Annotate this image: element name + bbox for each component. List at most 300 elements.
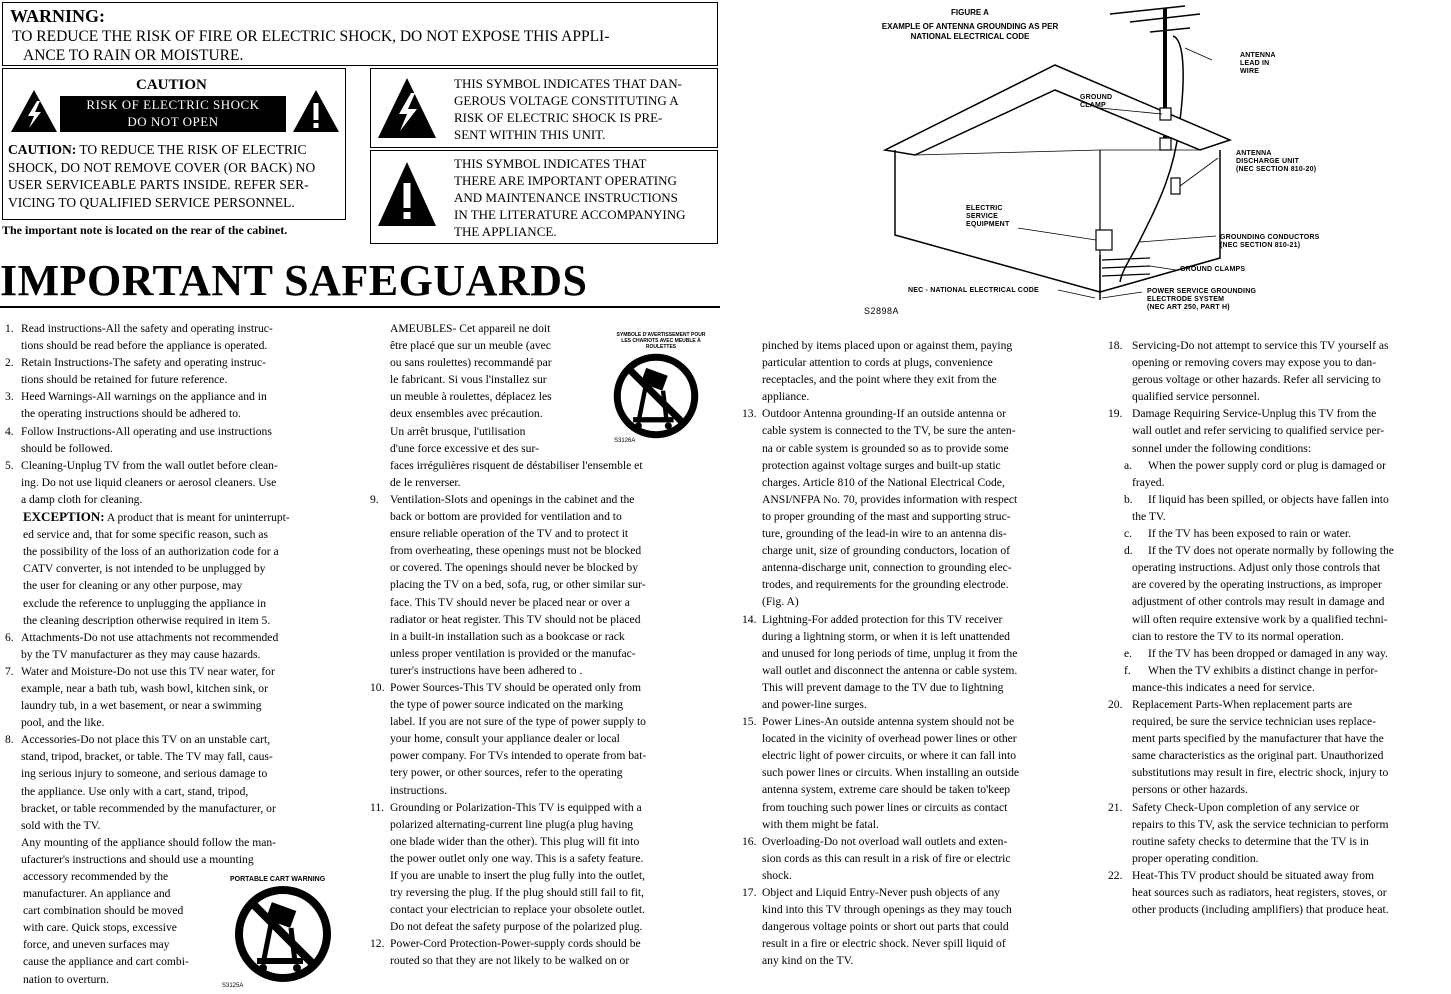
item-text: Follow Instructions-All operating and use instructions bbox=[21, 424, 272, 438]
text-line: cause the appliance and cart combi- bbox=[23, 955, 189, 969]
text-line bbox=[370, 679, 715, 696]
item-number: e. bbox=[1124, 646, 1133, 660]
label-line: ELECTRODE SYSTEM bbox=[1147, 296, 1225, 303]
col1-list bbox=[5, 320, 345, 508]
item-text: example, near a bath tub, wash bowl, kitchen sink, or bbox=[21, 681, 268, 695]
item-text: power company. For TVs intended to operate from bat- bbox=[390, 749, 647, 763]
item-text: should be followed. bbox=[21, 441, 113, 455]
text-line bbox=[742, 833, 1087, 850]
item-text: Ventilation-Slots and openings in the cabinet and the bbox=[390, 492, 635, 506]
item-text: electric light of power circuits, or where it can fall into bbox=[762, 749, 1016, 763]
item-text: your home, consult your appliance dealer or local bbox=[390, 732, 620, 746]
text-line bbox=[5, 440, 345, 457]
text-line bbox=[742, 713, 1087, 730]
text-line: faces irrégulières risquent de déstabiliser l'ensemble et bbox=[390, 458, 643, 472]
item-text: such power lines or circuits. When installing an outside bbox=[762, 766, 1020, 780]
text-line bbox=[742, 679, 1087, 696]
text-line bbox=[1108, 850, 1451, 867]
item-number: 3. bbox=[5, 390, 14, 404]
text-line bbox=[5, 388, 345, 405]
item-text: frayed. bbox=[1132, 475, 1165, 489]
text-line bbox=[742, 525, 1087, 542]
text-line bbox=[370, 730, 715, 747]
item-number: 22. bbox=[1108, 868, 1123, 882]
text-line bbox=[370, 884, 715, 901]
warning-line-1: TO REDUCE THE RISK OF FIRE OR ELECTRIC SHOCK, DO NOT EXPOSE THIS APPLI- bbox=[12, 28, 610, 45]
warning-heading: WARNING: bbox=[10, 6, 106, 26]
item-text: qualified service personnel. bbox=[1132, 390, 1260, 404]
text-line bbox=[5, 663, 345, 680]
label-line: SERVICE bbox=[966, 213, 999, 220]
item-text: proper operating condition. bbox=[1132, 851, 1259, 865]
text-line bbox=[370, 833, 715, 850]
item-number: f. bbox=[1124, 663, 1131, 677]
col2b-list bbox=[370, 457, 715, 970]
text-line bbox=[742, 935, 1087, 952]
item-number: 18. bbox=[1108, 339, 1123, 352]
item-text: na or cable system is grounded so as to provide some bbox=[762, 441, 1009, 455]
text-line bbox=[370, 628, 715, 645]
label-line: ANTENNA bbox=[1236, 150, 1272, 157]
item-text: the appliance. Use only with a cart, stand, tripod, bbox=[21, 784, 249, 798]
item-text: tions should be retained for future reference. bbox=[21, 373, 228, 387]
text-line bbox=[370, 491, 715, 508]
text-line bbox=[742, 799, 1087, 816]
label-line: WIRE bbox=[1240, 68, 1260, 75]
item-number: 12. bbox=[370, 937, 385, 951]
item-text: ture, grounding of the lead-in wire to an antenna dis- bbox=[762, 527, 1007, 541]
text-line bbox=[5, 629, 345, 646]
item-number: 13. bbox=[742, 407, 757, 421]
item-text: pool, and the like. bbox=[21, 716, 105, 730]
column-4 bbox=[1108, 337, 1451, 918]
text-line bbox=[1108, 337, 1451, 354]
text-line bbox=[5, 337, 345, 354]
exclamation-symbol-box bbox=[370, 150, 718, 244]
item-text: (Fig. A) bbox=[762, 595, 799, 609]
text-line bbox=[1108, 747, 1451, 764]
text-line: with care. Quick stops, excessive bbox=[23, 921, 177, 935]
item-text: When the TV exhibits a distinct change in perfor- bbox=[1148, 663, 1378, 677]
text-line bbox=[1108, 628, 1451, 645]
exclamation-triangle-icon bbox=[292, 89, 340, 133]
text-line bbox=[1108, 645, 1451, 662]
exclamation-triangle-icon bbox=[377, 161, 437, 227]
text-line bbox=[5, 457, 345, 474]
warning-box bbox=[2, 2, 718, 66]
item-text: ing. Do not use liquid cleaners or aerosol cleaners. Use bbox=[21, 475, 277, 489]
item-number: 17. bbox=[742, 886, 757, 899]
item-text: persons or other hazards. bbox=[1132, 783, 1248, 797]
item-number: 8. bbox=[5, 733, 14, 747]
label-line: (NEC SECTION 810-21) bbox=[1220, 242, 1301, 249]
item-text: operating instructions. Adjust only those controls that bbox=[1132, 561, 1381, 575]
item-text: routine safety checks to determine that the TV is in bbox=[1132, 834, 1369, 848]
item-text: other products (including amplifiers) that produce heat. bbox=[1132, 903, 1389, 917]
item-text: If the TV has been dropped or damaged in any way. bbox=[1148, 646, 1388, 660]
exception-line: the cleaning description otherwise required in item 5. bbox=[23, 613, 271, 627]
item-text: sion cords as this can result in a risk of fire or electric bbox=[762, 851, 1011, 865]
text-line bbox=[370, 764, 715, 781]
text-line bbox=[742, 662, 1087, 679]
item-text: in a built-in installation such as a bookcase or rack bbox=[390, 629, 625, 643]
exception-line: the possibility of the loss of an authorization code for a bbox=[23, 545, 279, 559]
item-text: instructions. bbox=[390, 783, 448, 797]
item-text: Power-Cord Protection-Power-supply cords should be bbox=[390, 937, 641, 951]
col3-list bbox=[742, 337, 1087, 969]
label-antenna-lead bbox=[1240, 52, 1276, 76]
text-line bbox=[370, 901, 715, 918]
label-discharge-unit bbox=[1236, 150, 1316, 174]
text-line bbox=[5, 354, 345, 371]
text-line: deux ensembles avec précaution. bbox=[390, 407, 543, 421]
label-line: POWER SERVICE GROUNDING bbox=[1147, 288, 1257, 295]
text-line bbox=[1108, 508, 1451, 525]
item-text: label. If you are not sure of the type of power supply to bbox=[390, 715, 646, 729]
text-line: cart combination should be moved bbox=[23, 904, 184, 918]
item-text: same characteristics as the original part. Unauthorized bbox=[1132, 749, 1384, 763]
label-electric-service bbox=[966, 205, 1009, 229]
text-line bbox=[1108, 525, 1451, 542]
item-text: kind into this TV through openings as they may touch bbox=[762, 903, 1012, 917]
caution-line-2: SHOCK, DO NOT REMOVE COVER (OR BACK) NO bbox=[8, 159, 316, 175]
item-text: Do not defeat the safety purpose of the polarized plug. bbox=[390, 920, 643, 934]
bolt-line: GEROUS VOLTAGE CONSTITUTING A bbox=[454, 93, 679, 108]
item-text: Retain Instructions-The safety and operating instruc- bbox=[21, 356, 267, 370]
item-text: opening or removing covers may expose you to dan- bbox=[1132, 356, 1377, 370]
text-line bbox=[370, 594, 715, 611]
bolt-line: RISK OF ELECTRIC SHOCK IS PRE- bbox=[454, 110, 663, 125]
item-text: from overheating, these openings must not be blocked bbox=[390, 544, 642, 558]
item-text: pinched by items placed upon or against them, paying bbox=[762, 339, 1013, 352]
text-line bbox=[5, 405, 345, 422]
text-line bbox=[742, 730, 1087, 747]
lightning-triangle-icon bbox=[377, 77, 437, 139]
item-number: 20. bbox=[1108, 697, 1123, 711]
figure-title-line: NATIONAL ELECTRICAL CODE bbox=[910, 32, 1030, 41]
item-number: 9. bbox=[370, 492, 379, 506]
text-line bbox=[370, 918, 715, 935]
text-line bbox=[370, 662, 715, 679]
text-line bbox=[370, 525, 715, 542]
text-line bbox=[1108, 611, 1451, 628]
item-text: Overloading-Do not overload wall outlets and exten- bbox=[762, 834, 1008, 848]
text-line bbox=[1108, 884, 1451, 901]
exclamation-line: AND MAINTENANCE INSTRUCTIONS bbox=[454, 190, 678, 205]
col1b-list bbox=[5, 629, 345, 868]
exception-paragraph bbox=[5, 508, 345, 629]
text-line bbox=[742, 696, 1087, 713]
french-symbol-label bbox=[606, 332, 716, 350]
text-line: un meuble à roulettes, déplacez les bbox=[390, 390, 552, 404]
text-line bbox=[742, 559, 1087, 576]
item-text: shock. bbox=[762, 868, 792, 882]
item-text: ANSI/NFPA No. 70, provides information with respect bbox=[762, 492, 1018, 506]
item-text: radiator or heat register. This TV should not be placed bbox=[390, 612, 641, 626]
text-line bbox=[5, 320, 345, 337]
label-line: ANTENNA bbox=[1240, 52, 1276, 59]
text-line bbox=[742, 440, 1087, 457]
item-number: 2. bbox=[5, 356, 14, 370]
exception-lines bbox=[23, 526, 345, 629]
item-number: 1. bbox=[5, 322, 14, 335]
cart-warning-icon bbox=[233, 884, 333, 984]
item-text: tions should be read before the appliance is operated. bbox=[21, 339, 268, 353]
exclamation-line: IN THE LITERATURE ACCOMPANYING bbox=[454, 207, 686, 222]
exclamation-line: THERE ARE IMPORTANT OPERATING bbox=[454, 173, 677, 188]
title-rule bbox=[0, 306, 720, 308]
label-grounding-conductors bbox=[1220, 234, 1320, 250]
figure-a bbox=[840, 0, 1451, 330]
text-line: ou sans roulettes) recommandé par bbox=[390, 356, 552, 370]
caution-note: The important note is located on the rear of the cabinet. bbox=[2, 223, 288, 237]
cart-warning-icon bbox=[612, 352, 700, 440]
col4-list bbox=[1108, 337, 1451, 918]
item-number: 5. bbox=[5, 458, 14, 472]
label-line: LEAD IN bbox=[1240, 60, 1270, 67]
text-line: être placé que sur un meuble (avec bbox=[390, 339, 551, 353]
text-line bbox=[5, 817, 345, 834]
exception-line: exclude the reference to unplugging the appliance in bbox=[23, 596, 267, 610]
item-text: are covered by the operating instructions, as improper bbox=[1132, 578, 1382, 592]
item-text: the type of power source indicated on the marking bbox=[390, 698, 624, 712]
text-line bbox=[742, 474, 1087, 491]
text-line bbox=[5, 851, 345, 868]
item-number: 15. bbox=[742, 715, 757, 729]
text-line: Un arrêt brusque, l'utilisation bbox=[390, 424, 526, 438]
item-text: placing the TV on a bed, sofa, rug, or other similar sur- bbox=[390, 578, 646, 592]
bolt-symbol-text bbox=[454, 75, 682, 143]
label-ground-clamps: GROUND CLAMPS bbox=[1180, 266, 1246, 273]
text-line bbox=[1108, 559, 1451, 576]
item-text: polarized alternating-current line plug(a plug having bbox=[390, 817, 634, 831]
item-text: ufacturer's instructions and should use a mounting bbox=[21, 852, 254, 866]
item-text: If you are unable to insert the plug fully into the outlet, bbox=[390, 869, 646, 882]
text-line bbox=[742, 952, 1087, 969]
text-line bbox=[370, 935, 715, 952]
bolt-line: THIS SYMBOL INDICATES THAT DAN- bbox=[454, 76, 682, 91]
text-line bbox=[742, 593, 1087, 610]
caution-line-3: USER SERVICEABLE PARTS INSIDE. REFER SER- bbox=[8, 177, 309, 192]
page-title: IMPORTANT SAFEGUARDS bbox=[0, 256, 588, 305]
item-text: Cleaning-Unplug TV from the wall outlet before clean- bbox=[21, 458, 278, 472]
text-line bbox=[5, 748, 345, 765]
column-3 bbox=[742, 337, 1087, 969]
item-text: Power Sources-This TV should be operated only from bbox=[390, 680, 642, 694]
text-line bbox=[1108, 730, 1451, 747]
item-number: 4. bbox=[5, 424, 14, 438]
item-text: charge unit, size of grounding conductors, location of bbox=[762, 544, 1011, 558]
text-line bbox=[5, 800, 345, 817]
text-line bbox=[742, 542, 1087, 559]
item-text: wall outlet and disconnect the antenna or cable system. bbox=[762, 663, 1018, 677]
label-line: GROUNDING CONDUCTORS bbox=[1220, 234, 1320, 241]
text-line bbox=[370, 747, 715, 764]
text-line bbox=[370, 696, 715, 713]
item-text: If the TV has been exposed to rain or water. bbox=[1148, 527, 1352, 541]
label-line: (NEC ART 250, PART H) bbox=[1147, 304, 1230, 311]
text-line bbox=[1108, 542, 1451, 559]
text-line bbox=[742, 337, 1087, 354]
text-line bbox=[1108, 422, 1451, 439]
label-ground-clamp bbox=[1080, 94, 1112, 110]
text-line bbox=[742, 901, 1087, 918]
item-text: gerous voltage or other hazards. Refer all servicing to bbox=[1132, 373, 1381, 387]
item-number: c. bbox=[1124, 527, 1133, 541]
text-line bbox=[370, 850, 715, 867]
item-text: by the TV manufacturer as they may cause hazards. bbox=[21, 647, 261, 661]
text-line: nation to overturn. bbox=[23, 972, 109, 986]
item-text: located in the vicinity of overhead power lines or other bbox=[762, 732, 1017, 746]
text-line bbox=[1108, 833, 1451, 850]
text-line bbox=[742, 457, 1087, 474]
item-text: cable system is connected to the TV, be sure the anten- bbox=[762, 424, 1016, 438]
item-text: When the power supply cord or plug is damaged or bbox=[1148, 458, 1386, 472]
french-code: S3126A bbox=[614, 438, 636, 444]
text-line bbox=[742, 867, 1087, 884]
item-text: ment parts specified by the manufacturer that have the bbox=[1132, 732, 1384, 746]
item-text: any kind on the TV. bbox=[762, 954, 854, 968]
item-number: 14. bbox=[742, 612, 757, 626]
figure-code: S2898A bbox=[864, 306, 900, 316]
text-line bbox=[1108, 662, 1451, 679]
item-text: ensure reliable operation of the TV and to protect it bbox=[390, 527, 629, 541]
text-line bbox=[370, 782, 715, 799]
exception-line: the user for cleaning or any other purpose, may bbox=[23, 579, 243, 593]
text-line: d'une force excessive et des sur- bbox=[390, 441, 539, 455]
bolt-line: SENT WITHIN THIS UNIT. bbox=[454, 127, 606, 142]
text-line: AMEUBLES- Cet appareil ne doit bbox=[390, 322, 551, 335]
item-text: Object and Liquid Entry-Never push objects of any bbox=[762, 886, 1000, 899]
item-text: from touching such power lines or circuits as contact bbox=[762, 800, 1008, 814]
text-line bbox=[370, 816, 715, 833]
text-line bbox=[370, 799, 715, 816]
text-line bbox=[1108, 696, 1451, 713]
caution-banner bbox=[60, 96, 286, 132]
french-label-line: SYMBOLE D'AVERTISSEMENT POUR bbox=[616, 332, 706, 338]
item-text: antenna system, extreme care should be taken to'keep bbox=[762, 783, 1011, 797]
item-number: 16. bbox=[742, 834, 757, 848]
text-line: de le renverser. bbox=[390, 475, 461, 489]
item-text: with them might be fatal. bbox=[762, 817, 879, 831]
text-line bbox=[742, 850, 1087, 867]
item-text: adjustment of other controls may result in damage and bbox=[1132, 595, 1385, 609]
bolt-symbol-box bbox=[370, 68, 718, 148]
exception-label: EXCEPTION: bbox=[23, 509, 105, 525]
caution-banner-line-1: RISK OF ELECTRIC SHOCK bbox=[86, 97, 260, 112]
text-line bbox=[1108, 713, 1451, 730]
text-line bbox=[742, 645, 1087, 662]
exclamation-symbol-text bbox=[454, 155, 685, 240]
text-line bbox=[742, 576, 1087, 593]
item-text: sold with the TV. bbox=[21, 818, 101, 832]
item-number: 10. bbox=[370, 680, 385, 694]
item-text: antenna-discharge unit, connection to grounding elec- bbox=[762, 561, 1012, 575]
text-line bbox=[1108, 781, 1451, 798]
item-text: face. This TV should never be placed near or over a bbox=[390, 595, 630, 609]
item-number: 19. bbox=[1108, 407, 1123, 421]
item-number: d. bbox=[1124, 544, 1133, 558]
item-text: Safety Check-Upon completion of any service or bbox=[1132, 800, 1360, 814]
text-line bbox=[742, 781, 1087, 798]
caution-heading: CAUTION bbox=[136, 77, 207, 93]
item-text: appliance. bbox=[762, 390, 810, 404]
caution-line-1: TO REDUCE THE RISK OF ELECTRIC bbox=[76, 142, 307, 157]
text-line bbox=[5, 731, 345, 748]
item-text: Any mounting of the appliance should follow the man- bbox=[21, 835, 277, 849]
item-text: cian to restore the TV to its normal operation. bbox=[1132, 629, 1344, 643]
text-line bbox=[5, 491, 345, 508]
item-text: and unused for long periods of time, unplug it from the bbox=[762, 646, 1018, 660]
item-text: Water and Moisture-Do not use this TV near water, for bbox=[21, 664, 275, 678]
exclamation-line: THIS SYMBOL INDICATES THAT bbox=[454, 156, 647, 171]
item-text: Read instructions-All the safety and operating instruc- bbox=[21, 322, 273, 335]
item-text: protection against voltage surges and built-up static bbox=[762, 458, 1001, 472]
item-text: Heat-This TV product should be situated away from bbox=[1132, 868, 1375, 882]
text-line bbox=[5, 783, 345, 800]
label-line: GROUND bbox=[1080, 94, 1113, 101]
item-text: Heed Warnings-All warnings on the appliance and in bbox=[21, 390, 267, 404]
item-text: sonnel under the following conditions: bbox=[1132, 441, 1312, 455]
item-text: ing serious injury to someone, and serious damage to bbox=[21, 767, 268, 781]
item-text: laundry tub, in a wet basement, or near a swimming bbox=[21, 699, 262, 713]
text-line bbox=[742, 764, 1087, 781]
item-text: charges. Article 810 of the National Electrical Code, bbox=[762, 475, 1005, 489]
text-line bbox=[5, 423, 345, 440]
text-line bbox=[370, 559, 715, 576]
item-number: b. bbox=[1124, 492, 1133, 506]
item-text: receptacles, and the point where they exit from the bbox=[762, 373, 997, 387]
exception-line: CATV converter, is not intended to be unplugged by bbox=[23, 562, 266, 576]
text-line bbox=[742, 918, 1087, 935]
item-text: repairs to this TV, ask the service technician to perform bbox=[1132, 817, 1389, 831]
item-text: turer's instructions have been adhered to . bbox=[390, 663, 583, 677]
item-text: tery power, or other sources, refer to the operating bbox=[390, 766, 623, 780]
caution-text bbox=[8, 141, 315, 211]
exception-line: ed service and, that for some specific reason, such as bbox=[23, 528, 268, 542]
item-text: the operating instructions should be adhered to. bbox=[21, 407, 241, 421]
item-text: will often require extensive work by a qualified techni- bbox=[1132, 612, 1388, 626]
text-line bbox=[1108, 679, 1451, 696]
cart-code: S3125A bbox=[222, 983, 244, 989]
text-line bbox=[1108, 491, 1451, 508]
item-text: one blade wider than the other). This plug will fit into bbox=[390, 834, 640, 848]
text-line bbox=[5, 697, 345, 714]
text-line bbox=[5, 714, 345, 731]
item-text: heat sources such as radiators, heat registers, stoves, or bbox=[1132, 886, 1387, 899]
text-line bbox=[742, 491, 1087, 508]
item-text: dangerous voltage points or short out parts that could bbox=[762, 920, 1009, 934]
text-line bbox=[742, 816, 1087, 833]
item-text: stand, tripod, bracket, or table. The TV may fall, caus- bbox=[21, 750, 273, 764]
item-text: Servicing-Do not attempt to service this TV yourself as bbox=[1132, 339, 1389, 352]
item-text: and power-line surges. bbox=[762, 697, 867, 711]
item-text: Grounding or Polarization-This TV is equipped with a bbox=[390, 800, 642, 814]
text-line bbox=[1108, 901, 1451, 918]
item-text: Replacement Parts-When replacement parts are bbox=[1132, 697, 1353, 711]
exception-line: A product that is meant for uninterrupt- bbox=[104, 511, 290, 525]
item-text: required, be sure the service technician uses replace- bbox=[1132, 715, 1376, 729]
item-text: a damp cloth for cleaning. bbox=[21, 492, 143, 506]
text-line bbox=[370, 867, 715, 884]
text-line bbox=[742, 388, 1087, 405]
text-line: le fabricant. Si vous l'installez sur bbox=[390, 373, 547, 387]
text-line bbox=[1108, 440, 1451, 457]
text-line bbox=[1108, 867, 1451, 884]
text-line bbox=[742, 628, 1087, 645]
figure-title-line: EXAMPLE OF ANTENNA GROUNDING AS PER bbox=[881, 22, 1059, 31]
caution-line-4: VICING TO QUALIFIED SERVICE PERSONNEL. bbox=[8, 194, 295, 210]
